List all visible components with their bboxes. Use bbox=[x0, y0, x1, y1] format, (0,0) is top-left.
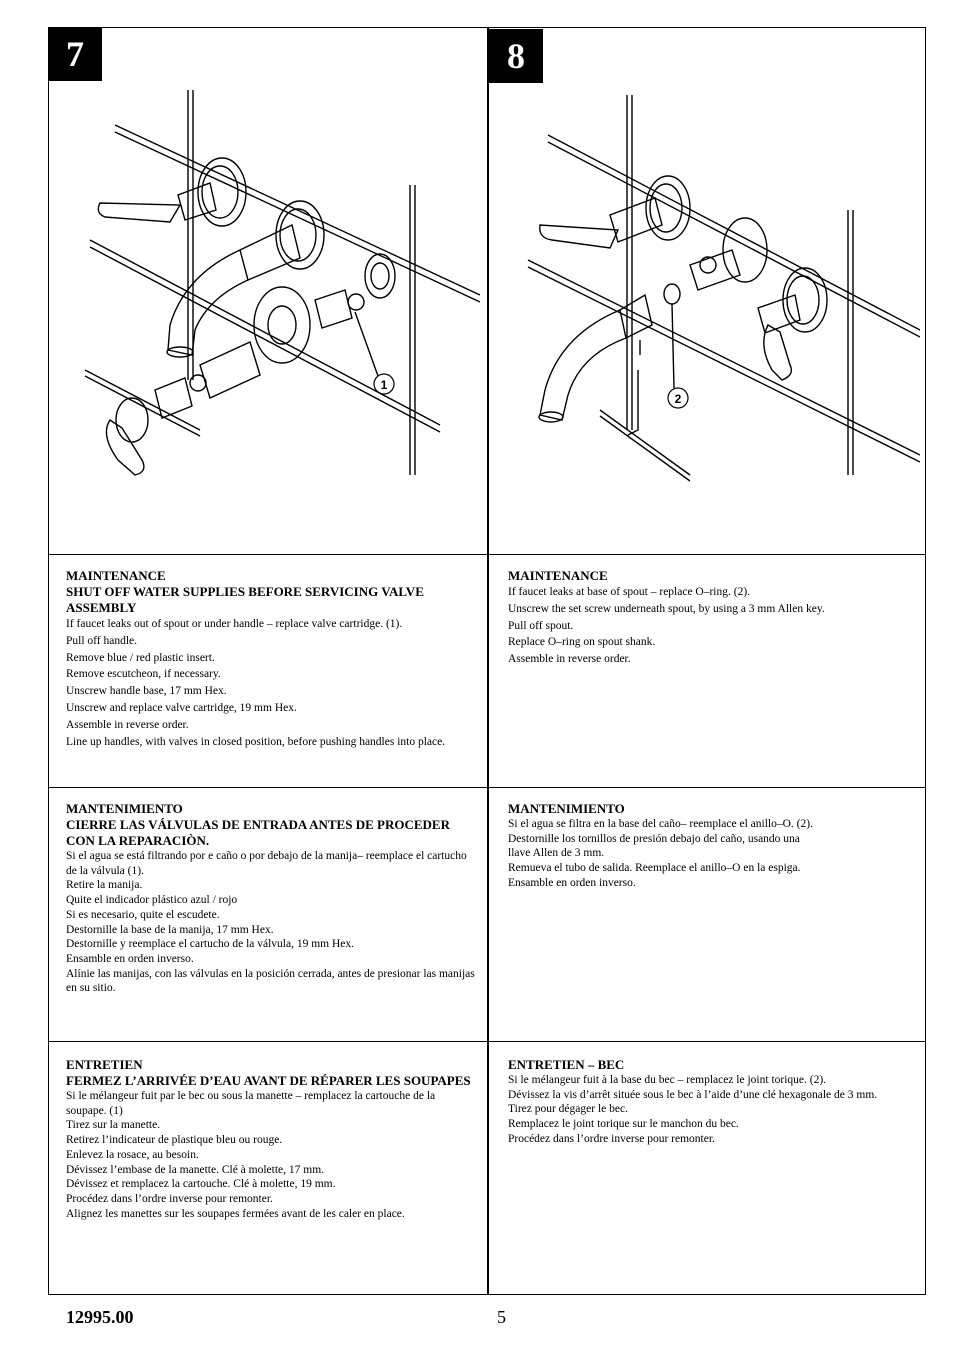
line: Line up handles, with valves in closed position, before pushing handles into place. bbox=[66, 735, 446, 748]
step-7-illustration bbox=[60, 80, 480, 480]
column-divider bbox=[487, 27, 489, 1295]
line: Tirez sur la manette. bbox=[66, 1119, 161, 1132]
line: Alignez les manettes sur les soupapes fermées avant de les caler en place. bbox=[66, 1207, 405, 1220]
line: Si el agua se está filtrando por e caño o por debajo de la manija– reemplace el cartucho de la válvula (1). bbox=[66, 850, 467, 877]
heading: ENTRETIEN bbox=[66, 1057, 143, 1072]
step-8-illustration bbox=[500, 90, 920, 490]
row-divider bbox=[48, 787, 926, 788]
heading: MANTENIMIENTO bbox=[66, 801, 183, 816]
entretien-fr-right bbox=[508, 1057, 893, 1147]
line: Si le mélangeur fuit par le bec ou sous la manette – remplacez la cartouche de la soupape. (1) bbox=[66, 1090, 436, 1117]
heading-warning: CIERRE LAS VÁLVULAS DE ENTRADA ANTES DE PROCEDER CON LA REPARACIÒN. bbox=[66, 817, 450, 848]
maintenance-en-left bbox=[66, 568, 476, 750]
line: Pull off handle. bbox=[66, 634, 138, 647]
line: Destornille los tornillos de presión debajo del caño, usando una bbox=[508, 832, 800, 845]
heading: MAINTENANCE bbox=[508, 568, 608, 583]
entretien-fr-left bbox=[66, 1057, 476, 1221]
heading: MANTENIMIENTO bbox=[508, 801, 625, 816]
line: Quite el indicador plástico azul / rojo bbox=[66, 894, 238, 907]
line: Tirez pour dégager le bec. bbox=[508, 1103, 628, 1116]
line: Remplacez le joint torique sur le manchon du bec. bbox=[508, 1118, 739, 1131]
line: Dévissez et remplacez la cartouche. Clé à molette, 19 mm. bbox=[66, 1178, 336, 1191]
line: Remove escutcheon, if necessary. bbox=[66, 668, 221, 681]
line: llave Allen de 3 mm. bbox=[508, 847, 605, 860]
line: Enlevez la rosace, au besoin. bbox=[66, 1148, 199, 1161]
callout-2: 2 bbox=[674, 392, 682, 406]
row-divider bbox=[48, 554, 926, 555]
line: Replace O–ring on spout shank. bbox=[508, 636, 656, 649]
mantenimiento-es-left bbox=[66, 801, 476, 996]
line: Remueva el tubo de salida. Reemplace el anillo–O en la espiga. bbox=[508, 862, 801, 875]
line: Si le mélangeur fuit à la base du bec – remplacez le joint torique. (2). bbox=[508, 1074, 827, 1086]
line: Unscrew and replace valve cartridge, 19 mm Hex. bbox=[66, 701, 297, 714]
page-number: 5 bbox=[497, 1307, 506, 1327]
line: Procédez dans l’ordre inverse pour remonter. bbox=[508, 1132, 715, 1145]
line: If faucet leaks out of spout or under handle – replace valve cartridge. (1). bbox=[66, 618, 403, 630]
line: Pull off spout. bbox=[508, 619, 574, 632]
line: Procédez dans l’ordre inverse pour remonter. bbox=[66, 1192, 273, 1205]
line: Si es necesario, quite el escudete. bbox=[66, 908, 220, 921]
line: Ensamble en orden inverso. bbox=[66, 952, 194, 965]
line: Assemble in reverse order. bbox=[66, 718, 189, 731]
step-8-number: 8 bbox=[489, 29, 543, 83]
line: Unscrew the set screw underneath spout, by using a 3 mm Allen key. bbox=[508, 602, 825, 615]
line: Retire la manija. bbox=[66, 879, 143, 892]
heading-warning: SHUT OFF WATER SUPPLIES BEFORE SERVICING VALVE ASSEMBLY bbox=[66, 584, 424, 615]
mantenimiento-es-right bbox=[508, 801, 913, 891]
line: Ensamble en orden inverso. bbox=[508, 876, 636, 889]
line: If faucet leaks at base of spout – replace O–ring. (2). bbox=[508, 586, 751, 598]
heading: ENTRETIEN – BEC bbox=[508, 1057, 625, 1072]
model-number: 12995.00 bbox=[66, 1307, 134, 1327]
heading: MAINTENANCE bbox=[66, 568, 166, 583]
line: Alínie las manijas, con las válvulas en la posición cerrada, antes de presionar las manijas en su sitio. bbox=[66, 967, 475, 995]
line: Dévissez l’embase de la manette. Clé à molette, 17 mm. bbox=[66, 1163, 325, 1176]
line: Unscrew handle base, 17 mm Hex. bbox=[66, 685, 227, 698]
line: Si el agua se filtra en la base del caño– reemplace el anillo–O. (2). bbox=[508, 818, 813, 830]
line: Destornille la base de la manija, 17 mm Hex. bbox=[66, 923, 274, 936]
line: Retirez l’indicateur de plastique bleu ou rouge. bbox=[66, 1134, 283, 1147]
step-7-number: 7 bbox=[48, 27, 102, 81]
callout-1: 1 bbox=[380, 378, 388, 392]
line: Assemble in reverse order. bbox=[508, 653, 631, 666]
line: Destornille y reemplace el cartucho de la válvula, 19 mm Hex. bbox=[66, 938, 355, 951]
maintenance-en-right bbox=[508, 568, 913, 667]
line: Remove blue / red plastic insert. bbox=[66, 651, 215, 664]
heading-warning: FERMEZ L’ARRIVÉE D’EAU AVANT DE RÉPARER LES SOUPAPES bbox=[66, 1073, 471, 1088]
row-divider bbox=[48, 1041, 926, 1042]
line: Dévissez la vis d’arrêt située sous le bec à l’aide d’une clé hexagonale de 3 mm. bbox=[508, 1088, 878, 1101]
